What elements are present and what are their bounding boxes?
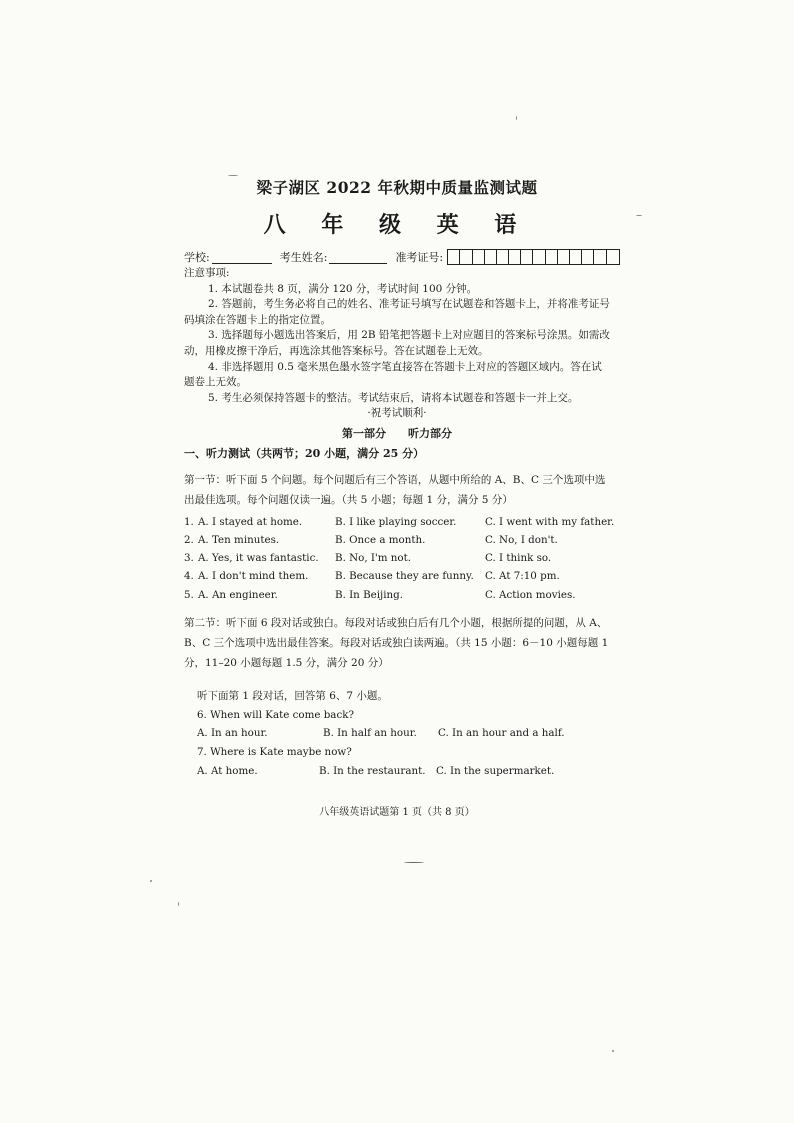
section1-instructions: 第一节：听下面 5 个问题。每个问题后有三个答语，从题中所给的 A、B、C 三个选项中选出最佳选项。每个问题仅读一遍。（共 5 小题；每题 1 分，满分 5 分） xyxy=(184,474,606,506)
question-stem: 7. Where is Kate maybe now? xyxy=(197,746,352,758)
name-field[interactable] xyxy=(329,251,387,264)
scan-speck xyxy=(228,175,238,176)
section-title: 一、听力测试（共两节；20 小题，满分 25 分） xyxy=(184,447,425,460)
section2-instructions: 第二节：听下面 6 段对话或独白。每段对话或独白后有几个小题，根据所提的问题，从 A、B、C 三个选项中选出最佳答案。每段对话或独白读两遍。（共 15 小题：6－10 小题每题 1 分，11–20 小题每题 1.5 分，满分 20 分） xyxy=(184,617,609,669)
question-row xyxy=(184,589,614,607)
question-stem: 6. When will Kate come back? xyxy=(197,709,354,721)
question-row xyxy=(184,516,614,534)
scan-speck xyxy=(150,880,152,882)
option-b: B. In the restaurant. xyxy=(319,765,426,777)
scan-speck xyxy=(178,902,179,906)
question-number: 4. xyxy=(184,570,194,582)
option-b: B. In half an hour. xyxy=(323,727,417,739)
option-a: A. Ten minutes. xyxy=(198,534,280,546)
question-row xyxy=(184,552,614,570)
option-c: C. In an hour and a half. xyxy=(438,727,565,739)
question-row xyxy=(184,570,614,588)
candidate-info-row xyxy=(184,249,620,265)
option-a: A. I stayed at home. xyxy=(198,516,303,528)
scan-speck xyxy=(516,116,517,120)
option-c: C. At 7:10 pm. xyxy=(485,570,560,582)
dialog-instruction: 听下面第 1 段对话，回答第 6、7 小题。 xyxy=(197,690,388,702)
id-number-boxes[interactable] xyxy=(447,249,620,265)
option-a: A. I don't mind them. xyxy=(198,570,309,582)
option-c: C. I went with my father. xyxy=(485,516,615,528)
question-number: 2. xyxy=(184,534,194,546)
id-label: 准考证号: xyxy=(395,251,444,264)
note-item: 5. 考生必须保持答题卡的整洁。考试结束后，请将本试题卷和答题卡一并上交。 xyxy=(208,391,579,404)
option-c: C. Action movies. xyxy=(485,589,576,601)
option-c: C. In the supermarket. xyxy=(436,765,555,777)
exam-subtitle: 八 年 级 英 语 xyxy=(263,212,531,238)
school-label: 学校: xyxy=(184,251,210,264)
option-c: C. No, I don't. xyxy=(485,534,558,546)
note-item: 3. 选择题每小题选出答案后，用 2B 铅笔把答题卡上对应题目的答案标号涂黑。如需改动，用橡皮擦干净后，再选涂其他答案标号。答在试题卷上无效。 xyxy=(184,329,610,357)
question-row xyxy=(184,534,614,552)
part-title: 第一部分 听力部分 xyxy=(342,427,452,440)
scan-speck xyxy=(612,1050,614,1052)
note-item: 2. 答题前，考生务必将自己的姓名、准考证号填写在试题卷和答题卡上，并将准考证号码填涂在答题卡上的指定位置。 xyxy=(184,298,610,326)
option-b: B. I like playing soccer. xyxy=(335,516,457,528)
note-item: 4. 非选择题用 0.5 毫米黑色墨水签字笔直接答在答题卡上对应的答题区域内。答在试题卷上无效。 xyxy=(184,360,602,389)
option-a: A. Yes, it was fantastic. xyxy=(198,552,319,564)
option-b: B. Once a month. xyxy=(335,534,426,546)
school-field[interactable] xyxy=(212,251,272,264)
scan-speck xyxy=(636,215,642,216)
note-item: 1. 本试题卷共 8 页，满分 120 分，考试时间 100 分钟。 xyxy=(208,282,478,295)
option-a: A. In an hour. xyxy=(197,727,268,739)
option-a: A. At home. xyxy=(197,765,258,777)
notes-heading: 注意事项: xyxy=(184,267,230,279)
good-luck-text: ·祝考试顺利· xyxy=(367,407,427,419)
option-b: B. No, I'm not. xyxy=(335,552,412,564)
question-number: 5. xyxy=(184,589,194,601)
option-b: B. In Beijing. xyxy=(335,589,404,601)
name-label: 考生姓名: xyxy=(279,251,328,264)
option-b: B. Because they are funny. xyxy=(335,570,474,582)
option-c: C. I think so. xyxy=(485,552,552,564)
page-footer: 八年级英语试题第 1 页（共 8 页） xyxy=(319,807,475,818)
exam-notes xyxy=(184,266,610,406)
option-a: A. An engineer. xyxy=(198,589,278,601)
scan-speck xyxy=(404,862,424,863)
question-number: 1. xyxy=(184,516,194,528)
question-number: 3. xyxy=(184,552,194,564)
exam-title: 梁子湖区 2022 年秋期中质量监测试题 xyxy=(256,178,538,197)
